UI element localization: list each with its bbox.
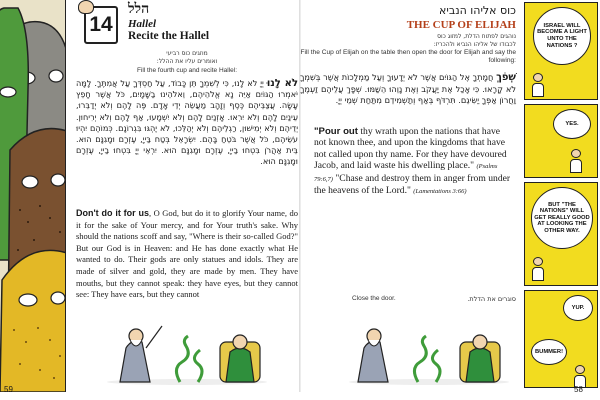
elijah-english-lead: "Pour out	[314, 126, 358, 137]
hallel-instruction-hebrew-2: ואומרים עליו את ההלל:	[156, 58, 218, 65]
elijah-english-body-2: "Chase and destroy them in anger from under the heavens of the Lord."	[314, 172, 511, 197]
character-head-icon	[575, 365, 585, 374]
moses-snake-illustration-right	[344, 318, 514, 386]
comic-panel-2	[524, 104, 598, 178]
hallel-hebrew-text	[76, 78, 298, 168]
hallel-instruction-hebrew-1: מוזגים כוס רביעי	[166, 50, 208, 57]
page-number-right: 58	[574, 385, 583, 394]
hallel-title-english: Recite the Hallel	[128, 30, 210, 42]
moses-snake-illustration	[102, 318, 272, 386]
step-number: 14	[89, 13, 113, 36]
comic-strip	[520, 0, 600, 392]
peeking-character-icon	[78, 0, 94, 14]
elijah-instruction-hebrew-2: לכבודו של אליהו הנביא ולהכריז:	[433, 41, 516, 48]
comic-panel-4	[524, 290, 598, 388]
elijah-instruction-english: Fill the Cup of Elijah on the table then open the door for Elijah and say the following:	[300, 49, 516, 65]
masks-art	[0, 0, 66, 392]
elijah-hebrew-body: חֲמָתְךָ אֶל הַגּוֹיִם אֲשֶׁר לֹא יְדָעוּךָ וְעַל מַמְלָכוֹת אֲשֶׁר בְּשִׁמְךָ לֹא קָרָאוּ. כִּי אָכַל אֶת יַעֲקֹב וְאֶת נָוֵהוּ הֵשַׁמּוּ. שְׁפָךְ עֲלֵיהֶם זַעְמֶךָ וַחֲרוֹן אַפְּךָ יַשִּׂיגֵם. תִּרְדֹּף בְּאַף וְתַשְׁמִידֵם מִתַּחַת שְׁמֵי יְיָ.	[300, 72, 516, 106]
right-page	[300, 0, 520, 400]
speech-balloon-5: BUMMER!	[531, 339, 567, 365]
comic-panel-3	[524, 182, 598, 286]
close-door-instruction-hebrew: סוגרים את הדלת.	[467, 295, 516, 303]
character-head-icon	[533, 73, 543, 82]
speech-balloon-2: YES.	[553, 109, 591, 139]
decorative-masks-illustration	[0, 0, 66, 392]
elijah-hebrew-lead: שְׁפֹךְ	[496, 72, 516, 83]
speech-balloon-1: ISRAEL WILL BECOME A LIGHT UNTO THE NATIONS ?	[533, 7, 591, 65]
elijah-english-text	[314, 126, 514, 197]
elijah-title-english: THE CUP OF ELIJAH	[406, 19, 516, 31]
hallel-english-lead: Don't do it for us	[76, 208, 150, 218]
page-number-left: 59	[4, 385, 13, 394]
elijah-title-hebrew: כוס אליהו הנביא	[439, 4, 516, 17]
character-body-icon	[532, 267, 544, 281]
character-body-icon	[570, 159, 582, 173]
left-page	[4, 0, 300, 400]
hallel-title-transliteration: Hallel	[128, 18, 157, 30]
speech-balloon-3: BUT "THE NATIONS" WILL GET REALLY GOOD AT LOOKING THE OTHER WAY.	[531, 187, 593, 249]
character-body-icon	[532, 83, 544, 97]
close-door-instruction-english: Close the door.	[352, 295, 396, 302]
hallel-english-text	[76, 208, 298, 301]
speech-balloon-4: YUP.	[563, 295, 593, 321]
hallel-english-body: , O God, but do it to glorify Your name, do it for the sake of Your mercy, and for Your truth's sake. Why should the nations scoff and say, "Where is their so-called God?" But our God is in Heaven: and He has done exactly what He wanted to do. Their gods are only statues and idols. They are made of silver and gold, they are made by men. They have mouths, but they cannot speak: they have eyes, but they cannot see: They have ears, but they cannot	[76, 208, 298, 300]
hallel-hebrew-lead: לֹא לָנוּ	[266, 78, 299, 89]
elijah-citation-psalms: (Psalms 79:6,7)	[314, 163, 498, 183]
character-head-icon	[533, 257, 543, 266]
character-head-icon	[571, 149, 581, 158]
elijah-citation-lamentations: (Lamentations 3:66)	[413, 188, 467, 196]
hallel-hebrew-body: יְיָ לֹא לָנוּ, כִּי לְשִׁמְךָ תֵּן כָּבוֹד, עַל חַסְדְּךָ עַל אֲמִתֶּךָ. לָמָּה יֹאמְרוּ הַגּוֹיִם אַיֵּה נָא אֱלֹהֵיהֶם, וֵאלֹהֵינוּ בַשָּׁמָיִם, כֹּל אֲשֶׁר חָפֵץ עָשָׂה. עֲצַבֵּיהֶם כֶּסֶף וְזָהָב מַעֲשֵׂה יְדֵי אָדָם. פֶּה לָהֶם וְלֹא יְדַבֵּרוּ, עֵינַיִם לָהֶם וְלֹא יִרְאוּ. אָזְנַיִם לָהֶם וְלֹא יִשְׁמָעוּ, אַף לָהֶם וְלֹא יְרִיחוּן. יְדֵיהֶם וְלֹא יְמִישׁוּן, רַגְלֵיהֶם וְלֹא יְהַלֵּכוּ, לֹא יֶהְגּוּ בִּגְרוֹנָם. כְּמוֹהֶם יִהְיוּ עֹשֵׂיהֶם, כֹּל אֲשֶׁר בֹּטֵחַ בָּהֶם. יִשְׂרָאֵל בְּטַח בַּייָ, עֶזְרָם וּמָגִנָּם הוּא. בֵּית אַהֲרֹן בִּטְחוּ בַייָ, עֶזְרָם וּמָגִנָּם הוּא. יִרְאֵי יְיָ בִּטְחוּ בַייָ, עֶזְרָם וּמָגִנָּם הוּא.	[76, 78, 298, 167]
elijah-hebrew-text	[300, 72, 516, 107]
hallel-header	[74, 0, 300, 48]
elijah-english-body-1: thy wrath upon the nations that have not known thee, and upon the kingdoms that have not called upon thy name. For they have devoured Jacob, and laid waste his dwelling place."	[314, 126, 507, 172]
hallel-title-hebrew: הלל	[128, 2, 150, 17]
comic-panel-1	[524, 2, 598, 100]
elijah-instruction-hebrew-1: נוהגים לפתוח הדלת, למזוג כוס	[437, 33, 516, 40]
hallel-instruction-english: Fill the fourth cup and recite Hallel:	[136, 67, 238, 74]
